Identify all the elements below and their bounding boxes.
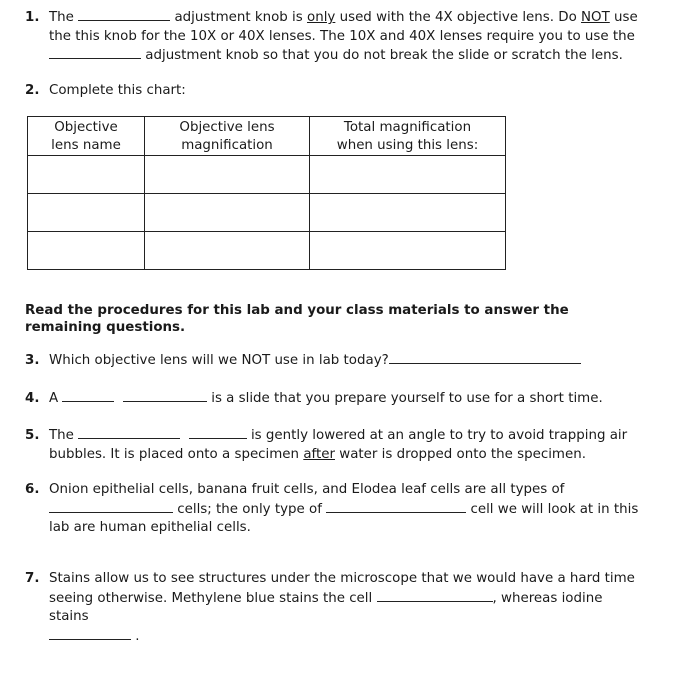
table-cell[interactable] — [145, 194, 310, 232]
emphasis-after: after — [303, 446, 335, 462]
table-cell[interactable] — [310, 232, 506, 270]
question-6-line-1: 6. Onion epithelial cells, banana fruit cells, and Elodea leaf cells are all types of — [25, 481, 645, 500]
question-5 — [25, 426, 645, 464]
answer-blank[interactable] — [189, 426, 247, 439]
magnification-chart — [27, 116, 506, 270]
chart-header-lens-magnification: Objective lens magnification — [145, 117, 310, 156]
table-cell[interactable] — [28, 232, 145, 270]
question-number: 2. — [25, 83, 40, 98]
table-cell[interactable] — [145, 156, 310, 194]
question-6-line-2: cells; the only type of cell we will look at in this — [25, 500, 645, 520]
question-4: 4. A is a slide that you prepare yourself to use for a short time. — [25, 389, 645, 409]
answer-blank[interactable] — [123, 389, 207, 402]
table-row — [28, 232, 506, 270]
question-6-line-3: lab are human epithelial cells. — [49, 520, 251, 535]
answer-blank[interactable] — [389, 351, 581, 364]
question-7-line-1: 7. Stains allow us to see structures under the microscope that we would have a hard time — [25, 570, 645, 589]
answer-blank[interactable] — [78, 426, 180, 439]
question-7-line-2: seeing otherwise. Methylene blue stains the cell , whereas iodine stains — [49, 590, 603, 624]
question-1-line-3: adjustment knob so that you do not break the slide or scratch the lens. — [25, 46, 645, 66]
question-5-line-1: 5. The is gently lowered at an angle to try to avoid trapping air — [25, 426, 645, 446]
chart-header-total-magnification: Total magnification when using this lens: — [310, 117, 506, 156]
answer-blank[interactable] — [49, 500, 173, 513]
answer-blank[interactable] — [377, 589, 493, 602]
table-row — [28, 156, 506, 194]
answer-blank[interactable] — [78, 8, 170, 21]
question-2: 2. Complete this chart: — [25, 82, 645, 101]
question-1-line-1: 1. The adjustment knob is only used with the 4X objective lens. Do NOT use — [25, 8, 645, 28]
question-number: 6. — [25, 482, 40, 497]
question-1-line-2: the this knob for the 10X or 40X lenses. The 10X and 40X lenses require you to use the — [49, 28, 635, 44]
question-number: 7. — [25, 571, 40, 586]
question-number: 1. — [25, 10, 40, 25]
chart-header-lens-name: Objective lens name — [28, 117, 145, 156]
table-cell[interactable] — [310, 194, 506, 232]
table-cell[interactable] — [145, 232, 310, 270]
question-3: 3. Which objective lens will we NOT use in lab today? — [25, 351, 645, 371]
table-row — [28, 194, 506, 232]
answer-blank[interactable] — [326, 500, 466, 513]
question-7 — [25, 570, 645, 646]
emphasis-only: only — [307, 10, 336, 25]
table-cell[interactable] — [310, 156, 506, 194]
answer-blank[interactable] — [62, 389, 114, 402]
answer-blank[interactable] — [49, 46, 141, 59]
question-number: 3. — [25, 353, 40, 368]
question-5-line-2: bubbles. It is placed onto a specimen after water is dropped onto the specimen. — [49, 446, 586, 462]
answer-blank[interactable] — [49, 627, 131, 640]
question-number: 4. — [25, 391, 40, 406]
instructions-heading: Read the procedures for this lab and your class materials to answer the remaining questions. — [25, 303, 569, 335]
chart-header-row — [28, 117, 506, 156]
table-cell[interactable] — [28, 156, 145, 194]
question-1 — [25, 8, 645, 66]
question-number: 5. — [25, 428, 40, 443]
emphasis-not: NOT — [581, 10, 610, 25]
question-7-line-3: . — [25, 627, 645, 647]
question-6 — [25, 481, 645, 538]
table-cell[interactable] — [28, 194, 145, 232]
